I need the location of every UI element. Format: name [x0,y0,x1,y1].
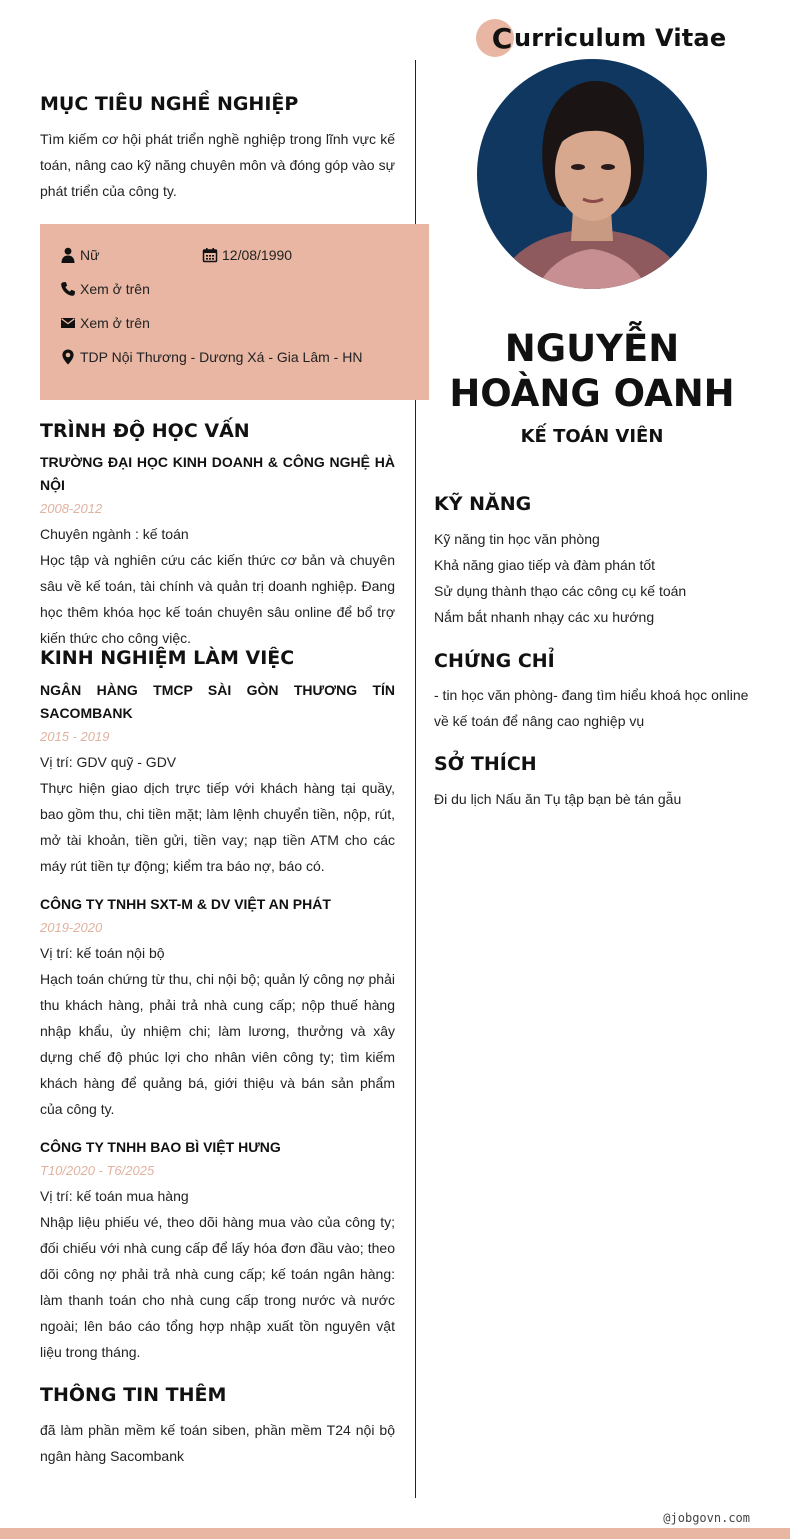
phone-icon [60,281,76,297]
address-value: TDP Nội Thương - Dương Xá - Gia Lâm - HN [80,349,363,365]
job-position: Vị trí: GDV quỹ - GDV [40,754,177,770]
skill-item: Sử dụng thành thạo các công cụ kế toán [434,583,687,599]
address-row [60,349,362,365]
email-row [60,315,150,331]
additional-title: THÔNG TIN THÊM [40,1384,227,1406]
job-item [40,1136,395,1365]
cv-logo [476,18,726,58]
skill-item: Nắm bắt nhanh nhạy các xu hướng [434,609,655,625]
footer-bar [0,1528,790,1539]
gender-value: Nữ [80,247,100,263]
job-title: KẾ TOÁN VIÊN [520,426,664,447]
job-description: Nhập liệu phiếu vé, theo dõi hàng mua vào của công ty; đối chiếu với nhà cung cấp để lấy hóa đơn đầu vào; theo dõi công nợ phải trả nhà cung cấp; kế toán ngân hàng: làm thanh toán cho nhà cung cấp trong nước và nước ngoài; lên báo cáo tổng hợp nhập xuất tồn nguyên vật liệu trong tháng. [40,1214,395,1360]
objective-title: MỤC TIÊU NGHỀ NGHIỆP [40,93,299,115]
education-block [40,451,395,651]
certificates-title: CHỨNG CHỈ [434,650,555,672]
phone-row [60,281,150,297]
certificates-text: - tin học văn phòng- đang tìm hiểu khoá học online về kế toán để nâng cao nghiệp vụ [434,687,749,729]
portrait-image [477,59,707,289]
personal-info-box [40,224,429,400]
education-description: Học tập và nghiên cứu các kiến thức cơ bản và chuyên sâu về kế toán, tài chính và quản trị doanh nghiệp. Đang học thêm khóa học kế toán chuyên sâu online để bổ trợ kiến thức cho công việc. [40,552,395,646]
skills-title: KỸ NĂNG [434,493,532,515]
job-company: CÔNG TY TNHH BAO BÌ VIỆT HƯNG [40,1139,281,1155]
profile-photo [477,59,707,289]
education-title: TRÌNH ĐỘ HỌC VẤN [40,420,250,442]
gender-row [60,247,99,263]
calendar-icon [202,247,218,263]
job-period: T10/2020 - T6/2025 [40,1163,155,1178]
footer-watermark: @jobgovn.com [663,1511,750,1525]
skill-item: Kỹ năng tin học văn phòng [434,531,600,547]
email-icon [60,315,76,331]
candidate-name: NGUYỄN HOÀNG OANH [449,327,735,415]
job-position: Vị trí: kế toán nội bộ [40,945,165,961]
hobbies-text: Đi du lịch Nấu ăn Tụ tập bạn bè tán gẫu [434,791,682,807]
location-pin-icon [60,349,76,365]
job-item [40,679,395,879]
job-position: Vị trí: kế toán mua hàng [40,1188,189,1204]
logo-letter: C [491,21,513,55]
job-description: Thực hiện giao dịch trực tiếp với khách hàng tại quầy, bao gồm thu, chi tiền mặt; làm lệnh chuyển tiền, nộp, rút, mở tài khoản, tiền gửi, tiền vay; nạp tiền ATM cho các máy rút tiền tự động; kiểm tra báo nợ, báo có. [40,780,395,874]
job-description: Hạch toán chứng từ thu, chi nội bộ; quản lý công nợ phải thu khách hàng, phải trả nhà cung cấp; nộp thuế hàng nhập khẩu, ủy nhiệm chi; làm lương, thưởng và xây dựng chế độ phúc lợi cho nhân viên công ty; tìm kiếm khách hàng để quảng bá, giới thiệu và bán sản phẩm của công ty. [40,971,395,1117]
job-period: 2015 - 2019 [40,729,110,744]
logo-text: urriculum Vitae [514,24,727,52]
additional-text: đã làm phần mềm kế toán siben, phần mềm T24 nội bộ ngân hàng Sacombank [40,1422,395,1464]
experience-title: KINH NGHIỆM LÀM VIỆC [40,647,295,669]
logo-circle [476,19,514,57]
phone-value: Xem ở trên [80,281,150,297]
objective-text: Tìm kiếm cơ hội phát triển nghề nghiệp trong lĩnh vực kế toán, nâng cao kỹ năng chuyên môn và đóng góp vào sự phát triển của công ty. [40,131,395,199]
skills-list [434,526,756,630]
education-major: Chuyên ngành : kế toán [40,526,189,542]
hobbies-title: SỞ THÍCH [434,753,537,775]
job-period: 2019-2020 [40,920,103,935]
email-value: Xem ở trên [80,315,150,331]
school-name: TRƯỜNG ĐẠI HỌC KINH DOANH & CÔNG NGHỆ HÀ NỘI [40,454,395,493]
dob-row [202,247,292,263]
job-company: NGÂN HÀNG TMCP SÀI GÒN THƯƠNG TÍN SACOMBANK [40,682,395,721]
skill-item: Khả năng giao tiếp và đàm phán tốt [434,557,656,573]
job-company: CÔNG TY TNHH SXT-M & DV VIỆT AN PHÁT [40,896,331,912]
dob-value: 12/08/1990 [222,247,293,263]
person-icon [60,247,76,263]
job-item [40,893,395,1122]
education-period: 2008-2012 [40,501,103,516]
